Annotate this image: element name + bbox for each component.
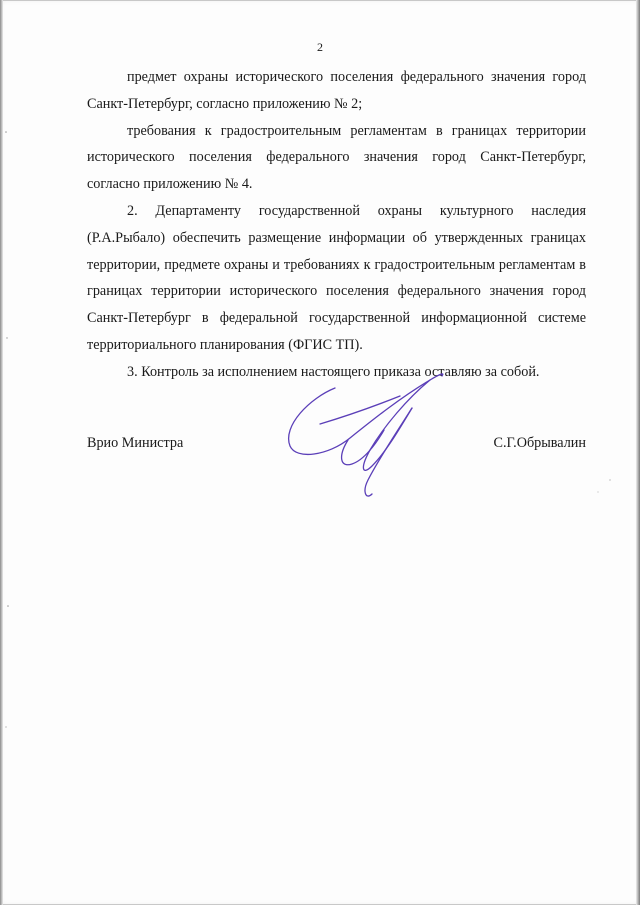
- paragraph-control-clause: 3. Контроль за исполнением настоящего приказа оставляю за собой.: [127, 363, 540, 380]
- signature-block: [87, 433, 586, 453]
- scan-edge-right: [636, 0, 640, 905]
- signatory-position: Врио Министра: [87, 435, 184, 451]
- paragraph-regulation-requirements: требования к градостроительным регламентам в границах территории исторического поселения федерального значения город Санкт-Петербург, согласно приложению № 4.: [87, 122, 586, 193]
- page-number: 2: [317, 40, 323, 54]
- signatory-name: С.Г.Обрывалин: [493, 435, 586, 451]
- paragraph-protection-subject: предмет охраны исторического поселения федерального значения город Санкт-Петербург, согласно приложению № 2;: [87, 69, 586, 112]
- scan-edge-left: [0, 0, 3, 905]
- document-body: [87, 64, 586, 386]
- paragraph-department-order: 2. Департаменту государственной охраны культурного наследия (Р.А.Рыбало) обеспечить размещение информации об утвержденных границах территории, предмете охраны и требованиях к градостроительным регламентам в границах территории исторического поселения федерального значения город Санкт-Петербург в федеральной государственной информационной системе территориального планирования (ФГИС ТП).: [87, 202, 586, 353]
